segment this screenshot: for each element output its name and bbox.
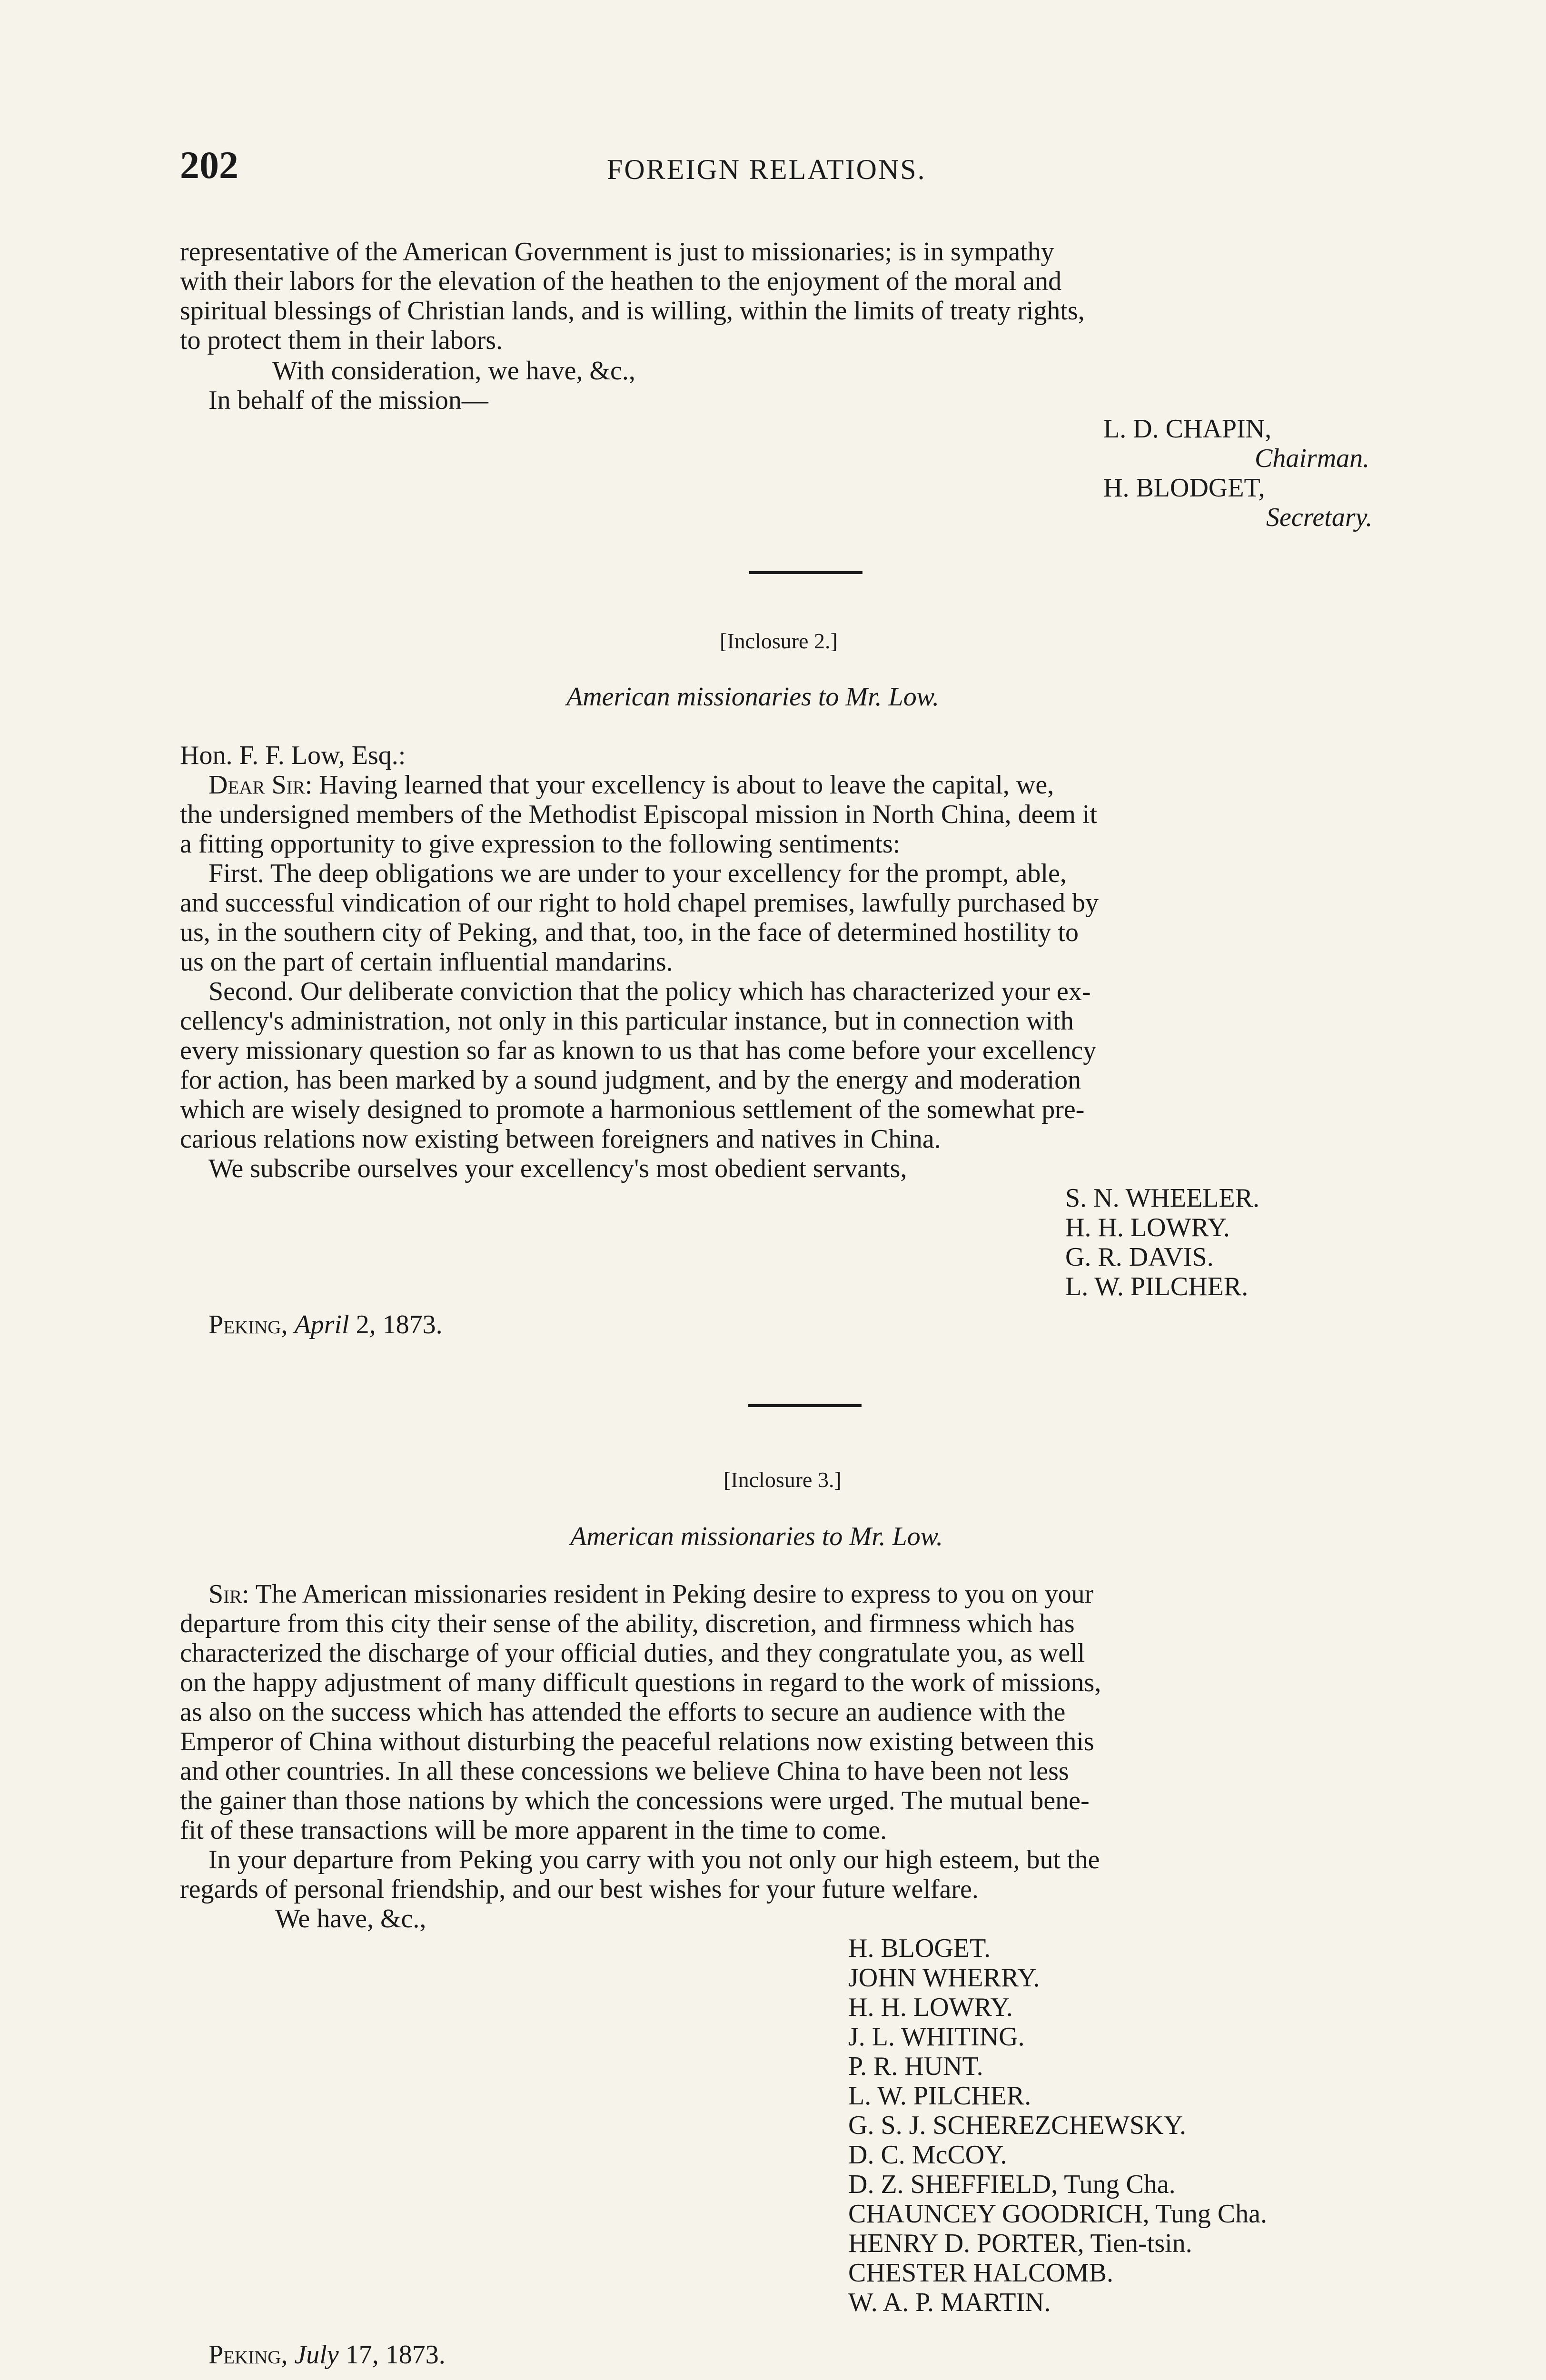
text-line: to protect them in their labors. bbox=[180, 326, 503, 355]
text-line: spiritual blessings of Christian lands, and is willing, within the limits of treaty rights, bbox=[180, 296, 1085, 326]
date-rest: 17, 1873. bbox=[345, 2340, 446, 2370]
signer-name: S. N. WHEELER. bbox=[1065, 1183, 1260, 1213]
date-rest: 2, 1873. bbox=[356, 1310, 443, 1339]
dateline bbox=[208, 2340, 446, 2370]
signer-name: H. BLOGET. bbox=[848, 1934, 991, 1963]
first-paragraph bbox=[180, 859, 1426, 977]
intro-paragraph bbox=[180, 770, 1426, 859]
text-line: cellency's administration, not only in this particular instance, but in connection with bbox=[180, 1006, 1074, 1036]
signer-name: H. H. LOWRY. bbox=[1065, 1213, 1230, 1242]
section-divider bbox=[749, 571, 862, 574]
place: Peking, bbox=[208, 1310, 288, 1339]
signer-name: J. L. WHITING. bbox=[848, 2022, 1025, 2052]
text-line: on the happy adjustment of many difficult questions in regard to the work of missions, bbox=[180, 1668, 1101, 1697]
second-paragraph bbox=[180, 977, 1426, 1154]
text-line: and other countries. In all these concessions we believe China to have been not less bbox=[180, 1756, 1069, 1786]
signer-name: HENRY D. PORTER, Tien-tsin. bbox=[848, 2229, 1192, 2258]
inclosure-label: [Inclosure 2.] bbox=[720, 629, 838, 653]
text-line: representative of the American Government is just to missionaries; is in sympathy bbox=[180, 237, 1054, 267]
signer-name: G. S. J. SCHEREZCHEWSKY. bbox=[848, 2111, 1186, 2140]
signer-name: P. R. HUNT. bbox=[848, 2052, 983, 2081]
signer-name: H. H. LOWRY. bbox=[848, 1993, 1013, 2022]
closing-line: We have, &c., bbox=[275, 1904, 426, 1934]
signer-name: H. BLODGET, bbox=[1103, 473, 1265, 503]
date-month: July bbox=[294, 2340, 339, 2370]
inclosure-label: [Inclosure 3.] bbox=[723, 1468, 842, 1492]
text-line: characterized the discharge of your official duties, and they congratulate you, as well bbox=[180, 1638, 1085, 1668]
behalf-line: In behalf of the mission— bbox=[208, 386, 488, 415]
text-line: us on the part of certain influential mandarins. bbox=[180, 947, 673, 977]
addressee: Hon. F. F. Low, Esq.: bbox=[180, 741, 406, 770]
dateline bbox=[208, 1310, 443, 1339]
text-line: a fitting opportunity to give expression to the following sentiments: bbox=[180, 829, 901, 859]
letter-caption: American missionaries to Mr. Low. bbox=[566, 682, 939, 712]
text-line: First. The deep obligations we are under to your excellency for the prompt, able, bbox=[208, 859, 1067, 888]
text-line: : The American missionaries resident in Peking desire to express to you on your bbox=[242, 1579, 1094, 1609]
text-line: Emperor of China without disturbing the peaceful relations now existing between this bbox=[180, 1727, 1094, 1756]
text-line: : Having learned that your excellency is about to leave the capital, we, bbox=[305, 770, 1054, 800]
main-paragraph bbox=[180, 1579, 1426, 1845]
closing-line: With consideration, we have, &c., bbox=[272, 356, 635, 386]
text-line: with their labors for the elevation of the heathen to the enjoyment of the moral and bbox=[180, 267, 1062, 296]
closing-line: We subscribe ourselves your excellency's most obedient servants, bbox=[208, 1154, 907, 1183]
text-line: which are wisely designed to promote a harmonious settlement of the somewhat pre- bbox=[180, 1095, 1085, 1124]
salutation: Sir bbox=[208, 1579, 242, 1609]
signer-name: CHAUNCEY GOODRICH, Tung Cha. bbox=[848, 2199, 1268, 2229]
text-line: departure from this city their sense of the ability, discretion, and firmness which has bbox=[180, 1609, 1075, 1638]
letter-caption: American missionaries to Mr. Low. bbox=[570, 1522, 943, 1551]
text-line: fit of these transactions will be more apparent in the time to come. bbox=[180, 1815, 887, 1845]
signer-title: Secretary. bbox=[1266, 503, 1373, 532]
second-paragraph bbox=[180, 1845, 1426, 1904]
signer-name: L. W. PILCHER. bbox=[848, 2081, 1031, 2111]
section-divider bbox=[748, 1404, 862, 1407]
signer-name: JOHN WHERRY. bbox=[848, 1963, 1040, 1993]
place: Peking, bbox=[208, 2340, 288, 2370]
signer-name: W. A. P. MARTIN. bbox=[848, 2288, 1051, 2317]
text-line: and successful vindication of our right to hold chapel premises, lawfully purchased by bbox=[180, 888, 1099, 918]
text-line: carious relations now existing between foreigners and natives in China. bbox=[180, 1124, 941, 1154]
signature-list bbox=[848, 1934, 1267, 2317]
signer-title: Chairman. bbox=[1255, 444, 1370, 473]
text-line: every missionary question so far as known to us that has come before your excellency bbox=[180, 1036, 1097, 1065]
signer-name: D. C. McCOY. bbox=[848, 2140, 1007, 2170]
running-title: FOREIGN RELATIONS. bbox=[607, 154, 926, 185]
inclosure1-tail-paragraph bbox=[180, 237, 1426, 355]
text-line: as also on the success which has attended the efforts to secure an audience with the bbox=[180, 1697, 1066, 1727]
page-number: 202 bbox=[180, 143, 238, 187]
signer-name: D. Z. SHEFFIELD, Tung Cha. bbox=[848, 2170, 1176, 2199]
signature-list bbox=[1065, 1183, 1259, 1301]
text-line: the gainer than those nations by which the concessions were urged. The mutual bene- bbox=[180, 1786, 1090, 1815]
text-line: Second. Our deliberate conviction that the policy which has characterized your ex- bbox=[208, 977, 1091, 1006]
text-line: the undersigned members of the Methodist Episcopal mission in North China, deem it bbox=[180, 800, 1098, 829]
signer-name: L. D. CHAPIN, bbox=[1103, 414, 1272, 444]
text-line: for action, has been marked by a sound judgment, and by the energy and moderation bbox=[180, 1065, 1081, 1095]
date-month: April bbox=[294, 1310, 349, 1339]
text-line: us, in the southern city of Peking, and that, too, in the face of determined hostility to bbox=[180, 918, 1079, 947]
signer-name: L. W. PILCHER. bbox=[1065, 1272, 1249, 1301]
signer-name: G. R. DAVIS. bbox=[1065, 1242, 1214, 1272]
text-line: regards of personal friendship, and our best wishes for your future welfare. bbox=[180, 1874, 979, 1904]
text-line: In your departure from Peking you carry with you not only our high esteem, but the bbox=[208, 1845, 1100, 1874]
signer-name: CHESTER HALCOMB. bbox=[848, 2258, 1113, 2288]
salutation: Dear Sir bbox=[208, 770, 305, 800]
